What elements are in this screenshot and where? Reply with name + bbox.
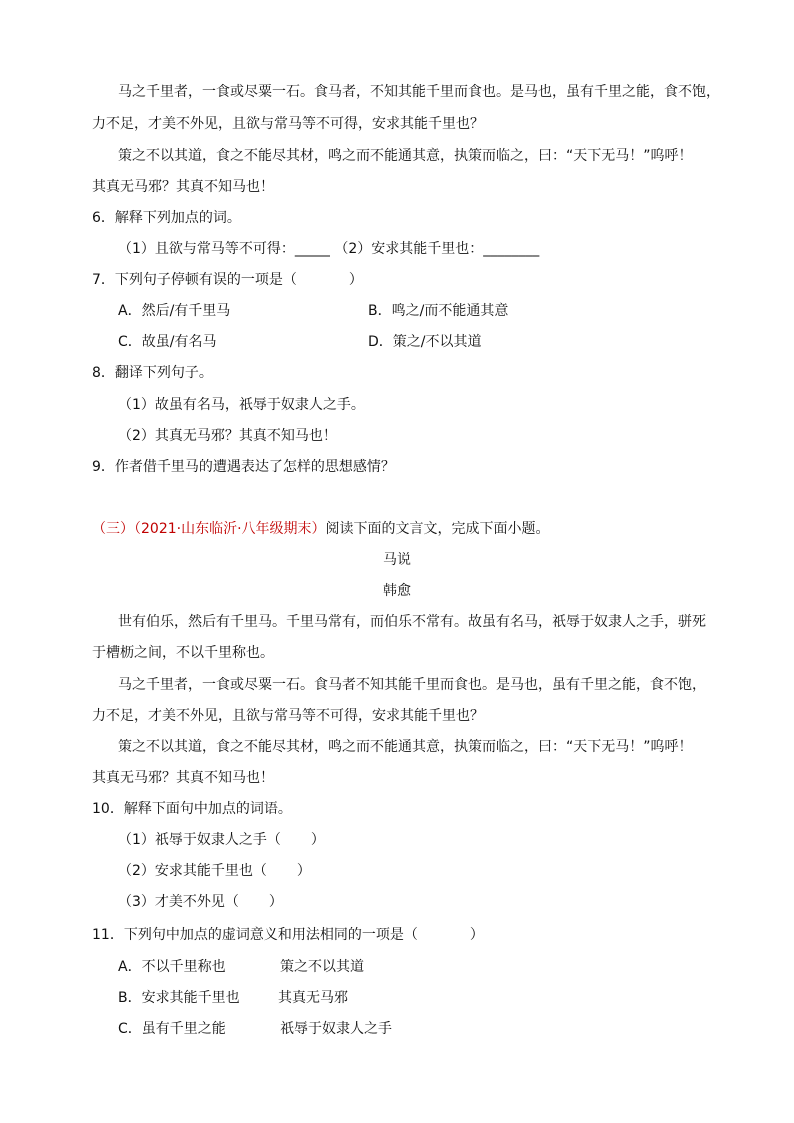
question-7-text: 7．下列句子停顿有误的一项是（	[92, 272, 297, 288]
passage-line: 其真无马邪？其真不知马也！	[92, 770, 274, 786]
question-8-item-1: （1）故虽有名马，祇辱于奴隶人之手。	[118, 397, 365, 413]
question-6-item-2: （2）安求其能千里也：	[334, 241, 484, 257]
paren-close: ）	[469, 927, 484, 943]
passage-line: 力不足，才美不外见，且欲与常马等不可得，安求其能千里也？	[92, 116, 484, 132]
question-6-item-1: （1）且欲与常马等不可得：	[118, 241, 295, 257]
question-10-item-2	[118, 861, 738, 881]
option-c: C．故虽/有名马	[118, 334, 217, 350]
option-c-left: C．虽有千里之能	[118, 1021, 226, 1037]
passage-line: 世有伯乐，然后有千里马。千里马常有，而伯乐不常有。故虽有名马，祇辱于奴隶人之手，骈死	[118, 614, 706, 630]
question-10-item-1	[118, 830, 738, 850]
paren-close: ）	[268, 894, 283, 910]
option-b: B．鸣之/而不能通其意	[368, 303, 509, 319]
passage-line: 马之千里者，一食或尽粟一石。食马者，不知其能千里而食也。是马也，虽有千里之能，食不饱，	[118, 84, 720, 100]
passage-author: 韩愈	[383, 583, 411, 599]
passage-line: 策之不以其道，食之不能尽其材，鸣之而不能通其意，执策而临之，曰：“天下无马！”呜呼！	[118, 148, 693, 164]
question-8-item-2: （2）其真无马邪？其真不知马也！	[118, 428, 337, 444]
source-tag: （2021·山东临沂·八年级期末）	[134, 521, 326, 537]
option-a-right: 策之不以其道	[280, 959, 364, 975]
question-10-stem: 10．解释下面句中加点的词语。	[92, 801, 292, 817]
option-d: D．策之/不以其道	[368, 334, 482, 350]
question-8-stem: 8．翻译下列句子。	[92, 365, 213, 381]
question-10-item-3	[118, 892, 738, 912]
passage-line: 其真无马邪？其真不知马也！	[92, 179, 274, 195]
passage-line: 策之不以其道，食之不能尽其材，鸣之而不能通其意，执策而临之，曰：“天下无马！”呜呼！	[118, 739, 693, 755]
section-3-header	[92, 519, 712, 539]
option-b-right: 其真无马邪	[278, 990, 348, 1006]
paren-close: ）	[348, 272, 363, 288]
answer-blank-2[interactable]: ________	[483, 241, 540, 257]
paren-close: ）	[296, 863, 311, 879]
option-b-left: B．安求其能千里也	[118, 990, 240, 1006]
question-11-text: 11．下列句中加点的虚词意义和用法相同的一项是（	[92, 927, 418, 943]
passage-line: 于槽枥之间，不以千里称也。	[92, 645, 274, 661]
question-6-items	[118, 239, 738, 259]
question-9-stem: 9．作者借千里马的遭遇表达了怎样的思想感情？	[92, 459, 395, 475]
passage-title: 马说	[383, 552, 411, 568]
option-c-right: 祇辱于奴隶人之手	[280, 1021, 392, 1037]
option-a: A．然后/有千里马	[118, 303, 231, 319]
passage-line: 马之千里者，一食或尽粟一石。食马者不知其能千里而食也。是马也，虽有千里之能，食不饱，	[118, 677, 706, 693]
paren-close: ）	[310, 832, 325, 848]
question-11-stem	[92, 925, 712, 945]
passage-line: 力不足，才美不外见，且欲与常马等不可得，安求其能千里也？	[92, 708, 484, 724]
question-7-stem	[92, 270, 712, 290]
answer-blank-1[interactable]: _____	[294, 241, 330, 257]
option-a-left: A．不以千里称也	[118, 959, 226, 975]
item-text: （2）安求其能千里也（	[118, 863, 267, 879]
item-text: （1）祇辱于奴隶人之手（	[118, 832, 281, 848]
section-instruction: 阅读下面的文言文，完成下面小题。	[325, 521, 550, 537]
item-text: （3）才美不外见（	[118, 894, 239, 910]
section-label: （三）	[92, 521, 134, 537]
question-6-stem: 6．解释下列加点的词。	[92, 210, 241, 226]
